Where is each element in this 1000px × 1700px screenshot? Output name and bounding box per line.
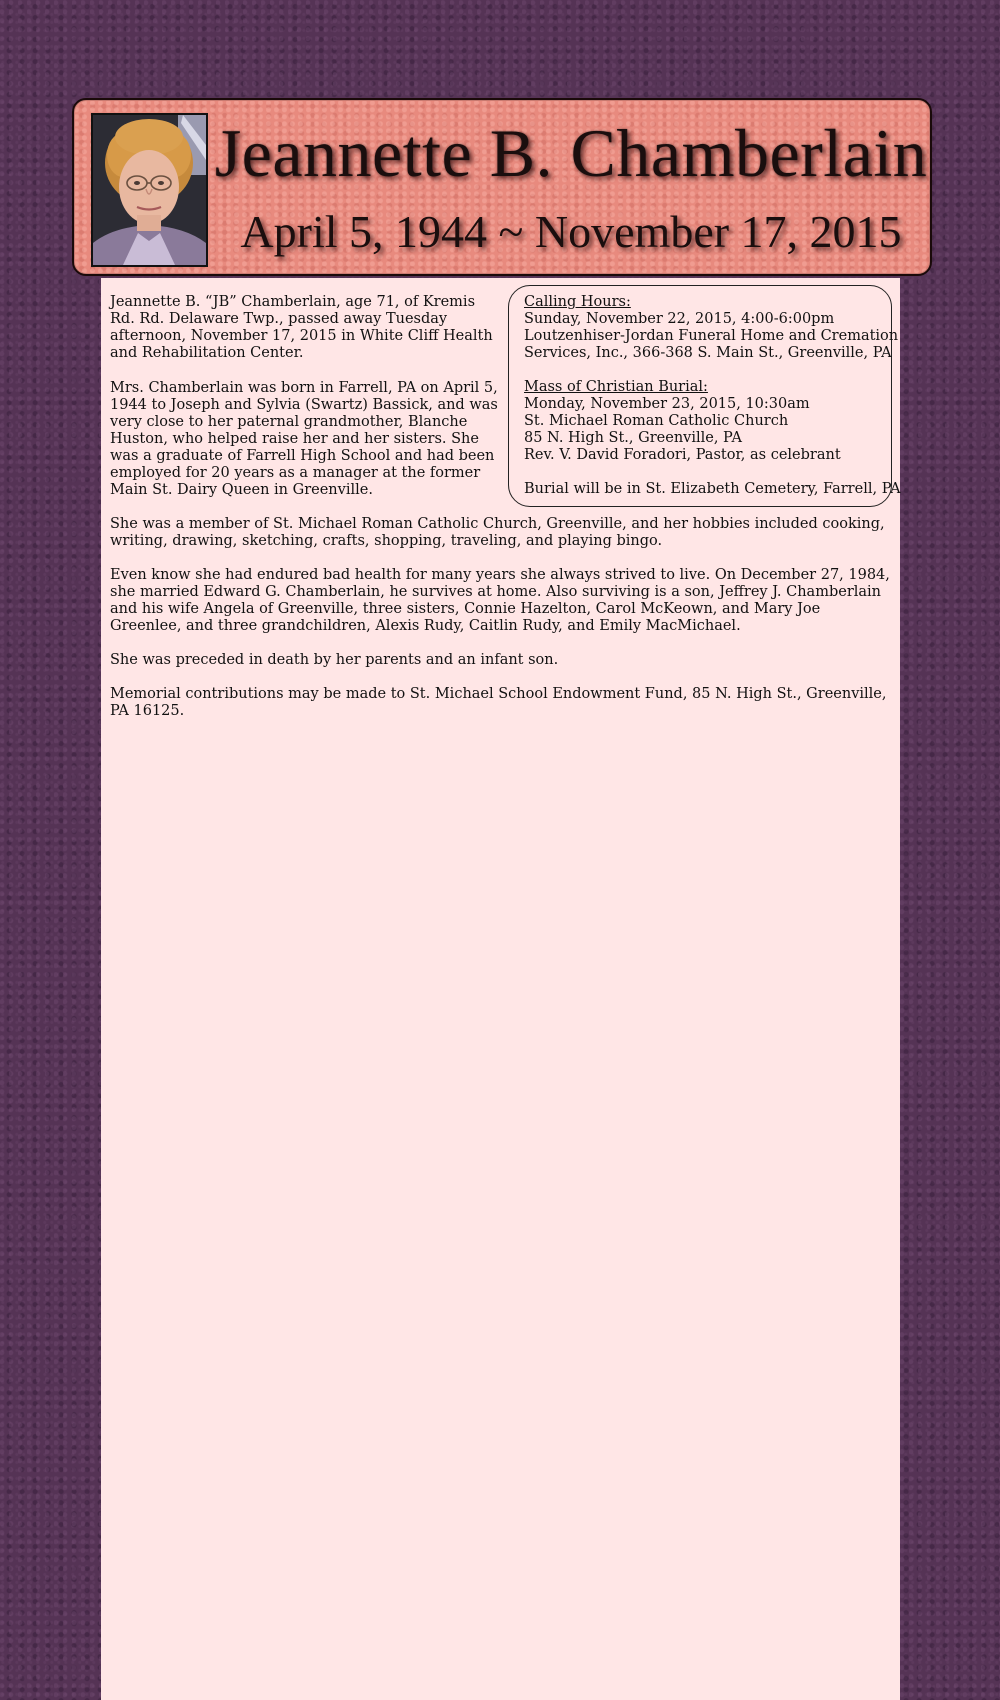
burial-line: Burial will be in St. Elizabeth Cemetery, Farrell, PA bbox=[524, 481, 901, 497]
header-banner bbox=[72, 98, 932, 276]
obituary-paragraph: Jeannette B. “JB” Chamberlain, age 71, of Kremis Rd. Rd. Delaware Twp., passed away Tuesday afternoon, November 17, 2015 in White Cliff Health and Rehabilitation Center. bbox=[110, 294, 493, 361]
calling-hours-line: Loutzenhiser-Jordan Funeral Home and Cremation bbox=[524, 328, 899, 344]
obituary-paragraph: She was a member of St. Michael Roman Catholic Church, Greenville, and her hobbies included cooking, writing, drawing, sketching, crafts, shopping, traveling, and playing bingo. bbox=[110, 516, 885, 549]
service-details-box bbox=[508, 285, 901, 507]
calling-hours-line: Sunday, November 22, 2015, 4:00-6:00pm bbox=[524, 311, 835, 327]
life-dates: April 5, 1944 ~ November 17, 2015 bbox=[240, 206, 902, 257]
calling-hours-line: Services, Inc., 366-368 S. Main St., Greenville, PA bbox=[524, 345, 892, 361]
calling-hours-heading: Calling Hours: bbox=[524, 294, 631, 310]
obituary-paragraph: Mrs. Chamberlain was born in Farrell, PA on April 5, 1944 to Joseph and Sylvia (Swartz) Bassick, and was very close to her paternal grandmother, Blanche Huston, who helped raise her and her sisters. She was a graduate of Farrell High School and had been employed for 20 years as a manager at the former Main St. Dairy Queen in Greenville. bbox=[110, 380, 498, 498]
mass-line: Rev. V. David Foradori, Pastor, as celebrant bbox=[524, 447, 841, 463]
portrait-photo bbox=[91, 113, 208, 267]
deceased-name: Jeannette B. Chamberlain bbox=[214, 115, 928, 191]
mass-line: 85 N. High St., Greenville, PA bbox=[524, 430, 742, 446]
obituary-paragraph: She was preceded in death by her parents and an infant son. bbox=[110, 652, 559, 668]
obituary-paragraph: Even know she had endured bad health for many years she always strived to live. On December 27, 1984, she married Edward G. Chamberlain, he survives at home. Also surviving is a son, Jeffrey J. Chamberlain and his wife Angela of Greenville, three sisters, Connie Hazelton, Carol McKeown, and Mary Joe Greenlee, and three grandchildren, Alexis Rudy, Caitlin Rudy, and Emily MacMichael. bbox=[110, 567, 890, 634]
mass-heading: Mass of Christian Burial: bbox=[524, 379, 708, 395]
mass-line: Monday, November 23, 2015, 10:30am bbox=[524, 396, 810, 412]
obituary-paragraph: Memorial contributions may be made to St. Michael School Endowment Fund, 85 N. High St., Greenville, PA 16125. bbox=[110, 686, 887, 719]
mass-line: St. Michael Roman Catholic Church bbox=[524, 413, 789, 429]
